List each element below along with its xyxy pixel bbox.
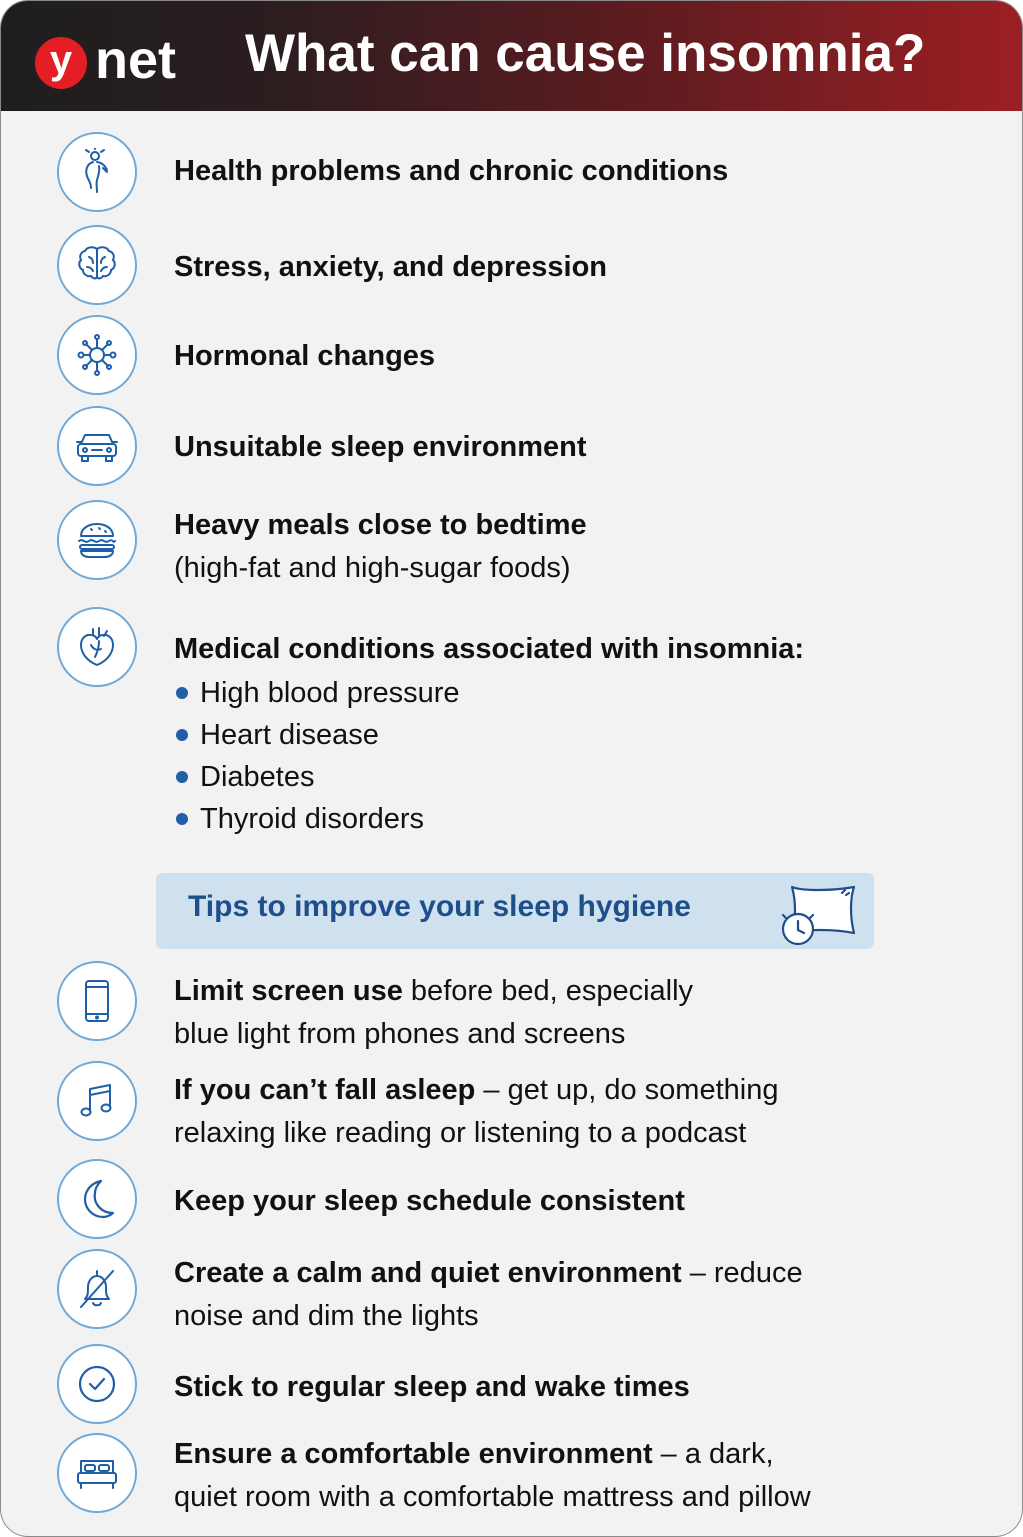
tip-rest: – get up, do something	[475, 1074, 779, 1106]
tip-bold: Limit screen use	[174, 975, 403, 1007]
tip-screen-use	[174, 970, 1004, 1056]
tip-rest: – reduce	[681, 1257, 803, 1289]
list-item: High blood pressure	[174, 672, 460, 714]
logo-letter: y	[35, 37, 87, 89]
check-circle-icon	[57, 1344, 137, 1424]
cause-heavy-meals: Heavy meals close to bedtime	[174, 509, 587, 541]
header-bar	[1, 1, 1022, 111]
tip-line2: quiet room with a comfortable mattress and pillow	[174, 1481, 811, 1513]
list-item: Thyroid disorders	[174, 798, 460, 840]
list-item: Heart disease	[174, 714, 460, 756]
cause-sleep-environment: Unsuitable sleep environment	[174, 431, 587, 463]
muted-bell-icon	[57, 1249, 137, 1329]
cause-heavy-meals-note: (high-fat and high-sugar foods)	[174, 552, 571, 584]
tip-schedule: Keep your sleep schedule consistent	[174, 1185, 685, 1217]
tip-rest: before bed, especially	[402, 975, 694, 1007]
list-item: Diabetes	[174, 756, 460, 798]
phone-icon	[57, 961, 137, 1041]
music-note-icon	[57, 1061, 137, 1141]
medical-conditions-list	[174, 672, 460, 840]
hormone-molecule-icon	[57, 315, 137, 395]
body-pain-icon	[57, 132, 137, 212]
tip-comfortable-environment	[174, 1433, 1004, 1519]
moon-icon	[57, 1159, 137, 1239]
bed-icon	[57, 1433, 137, 1513]
cause-health-problems: Health problems and chronic conditions	[174, 155, 729, 187]
tip-line2: relaxing like reading or listening to a podcast	[174, 1117, 747, 1149]
page-title: What can cause insomnia?	[245, 24, 926, 83]
tips-heading: Tips to improve your sleep hygiene	[188, 890, 691, 923]
car-icon	[57, 406, 137, 486]
brain-icon	[57, 225, 137, 305]
tip-calm-environment	[174, 1252, 1004, 1338]
tip-regular-times: Stick to regular sleep and wake times	[174, 1371, 690, 1403]
tip-line2: noise and dim the lights	[174, 1300, 479, 1332]
heart-organ-icon	[57, 607, 137, 687]
cause-medical-conditions: Medical conditions associated with insomnia:	[174, 633, 805, 665]
tip-line2: blue light from phones and screens	[174, 1018, 626, 1050]
cause-stress: Stress, anxiety, and depression	[174, 251, 608, 283]
tip-bold: Create a calm and quiet environment	[174, 1257, 682, 1289]
tip-bold: If you can’t fall asleep	[174, 1074, 476, 1106]
logo-text: net	[95, 30, 176, 90]
pillow-clock-icon	[778, 879, 864, 947]
tip-bold: Ensure a comfortable environment	[174, 1438, 653, 1470]
tips-heading-box	[156, 873, 874, 949]
tip-cant-sleep	[174, 1069, 1004, 1155]
burger-icon	[57, 500, 137, 580]
tip-rest: – a dark,	[652, 1438, 774, 1470]
cause-hormonal: Hormonal changes	[174, 340, 436, 372]
